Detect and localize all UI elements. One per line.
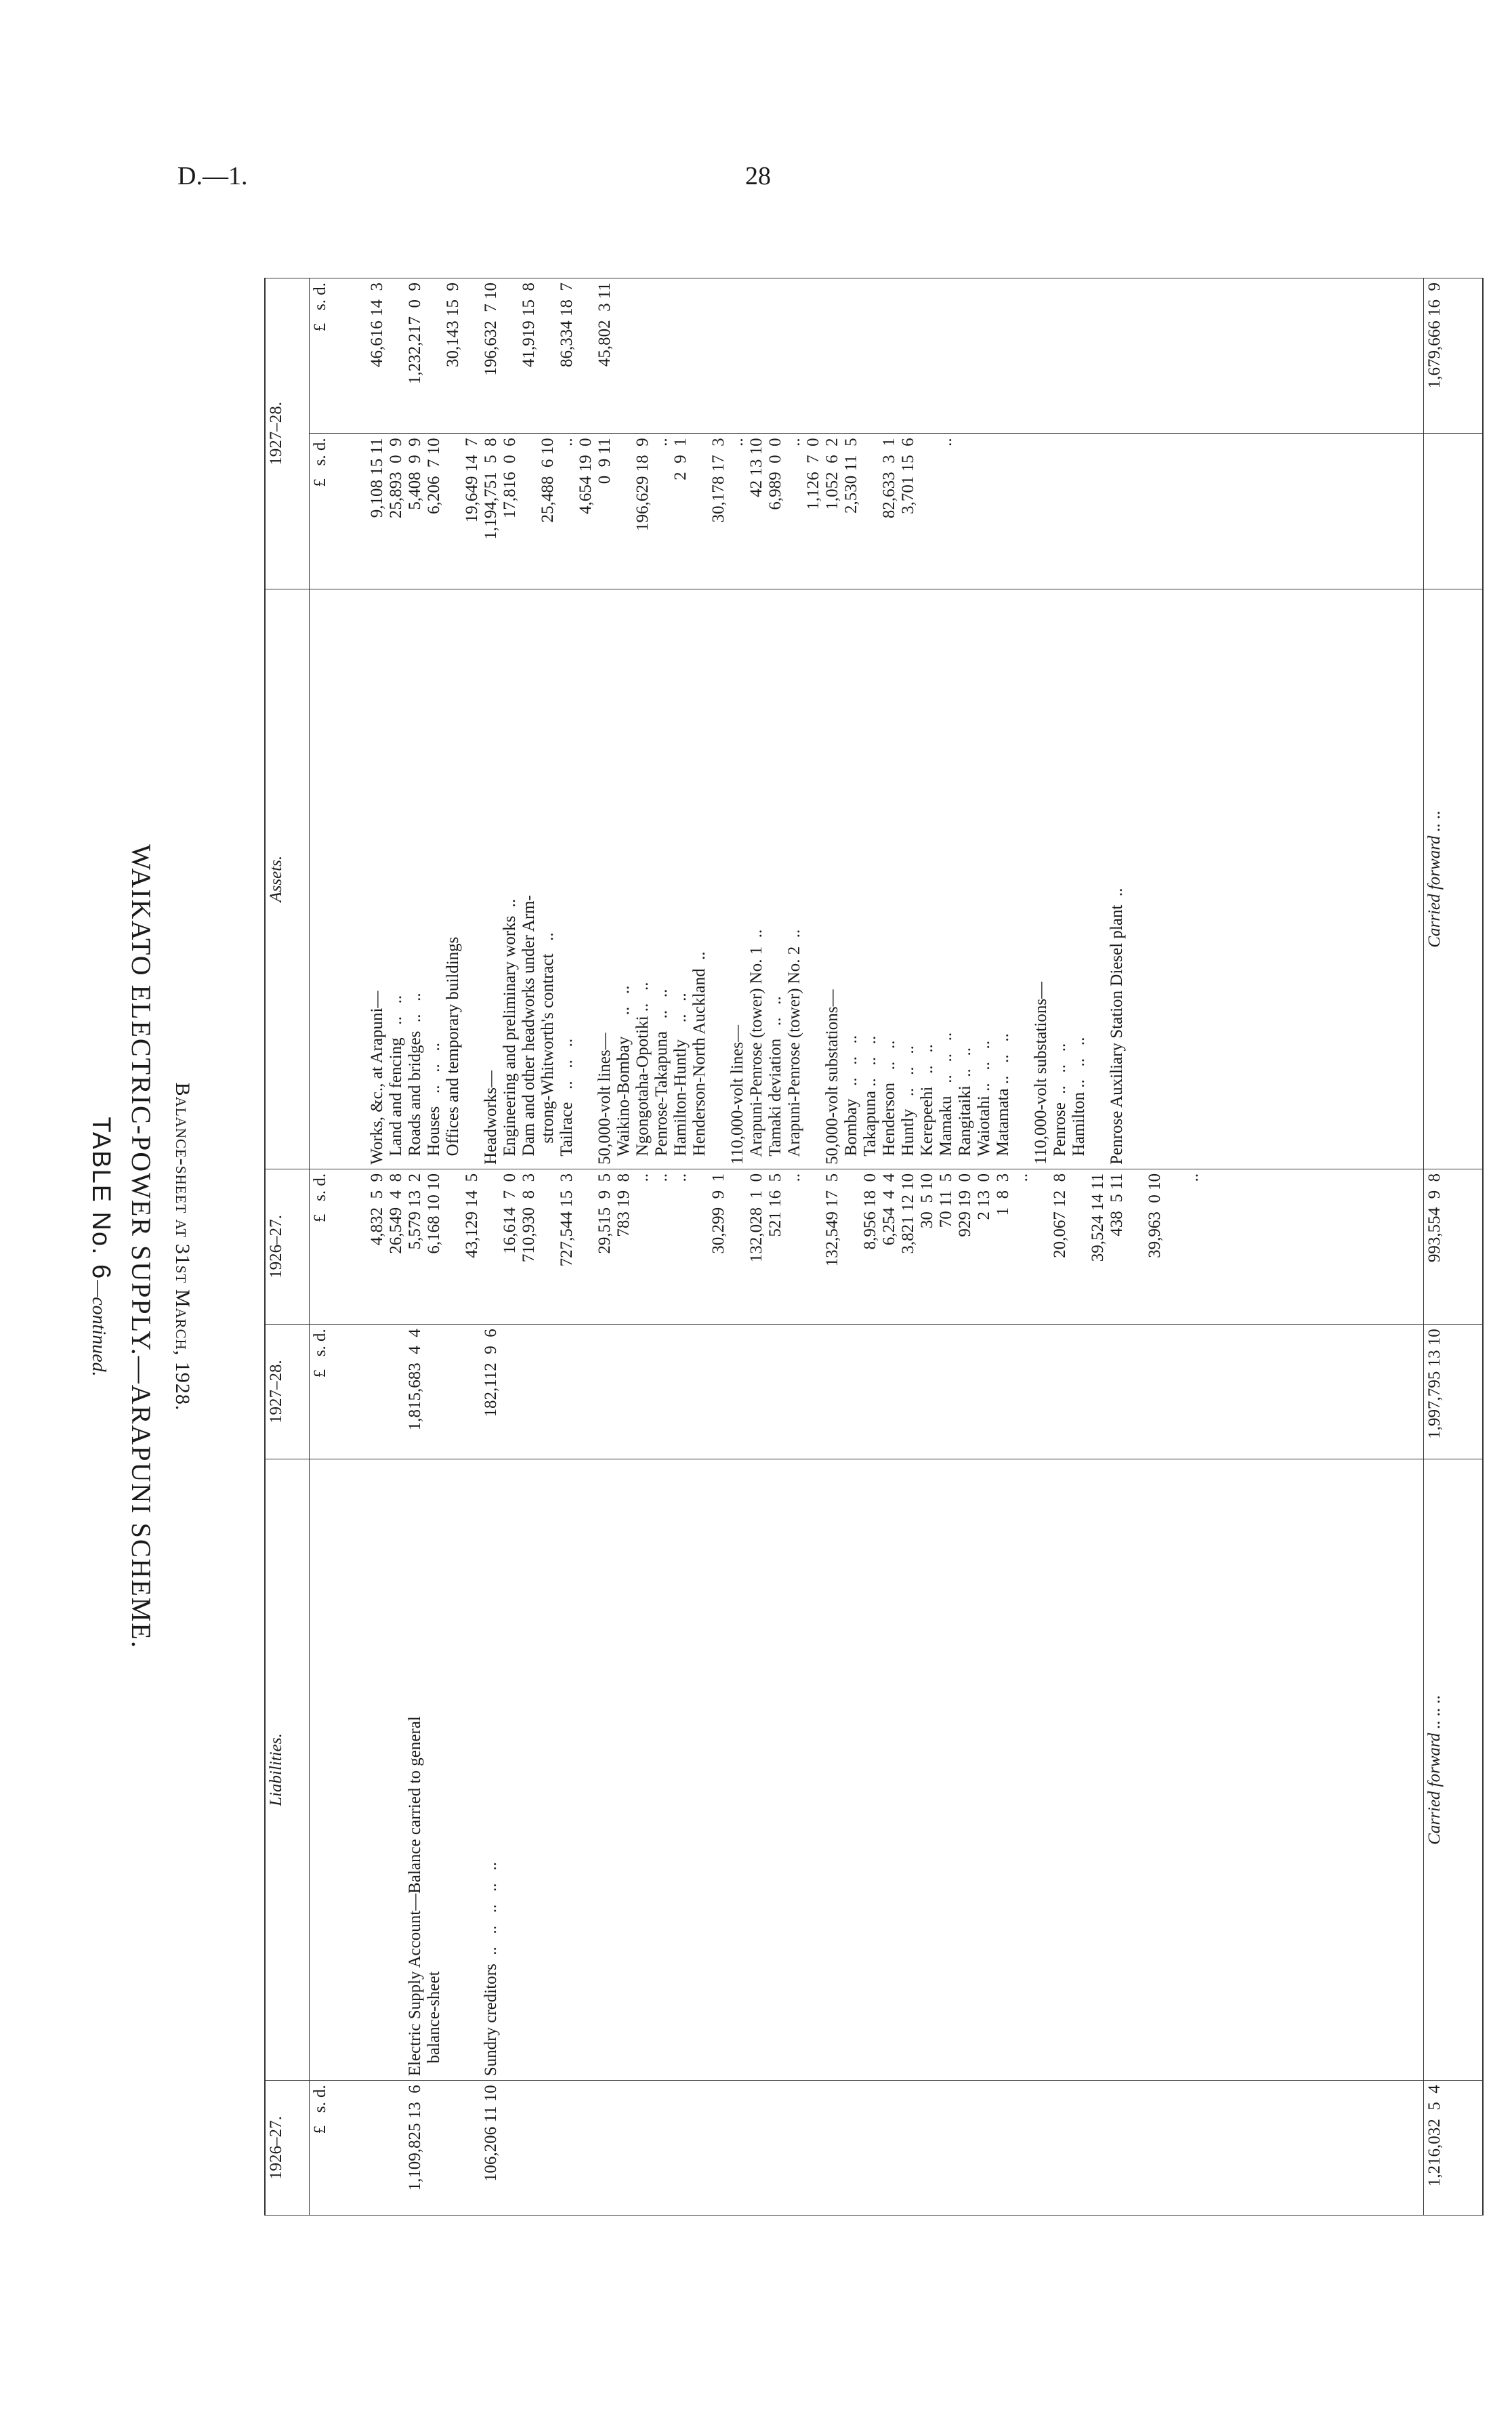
- asset-cur-detail-4: 30,178 17 3 .. 42 13 10 6,989 0 0 .. 1,126 7 0 1,052 6 2 2,530 11 5: [709, 438, 861, 523]
- asset-desc-0: Works, &c., at Arapuni— Land and fencing .. .. Roads and bridges .. .. Houses .. .. .. Offices and temporary buildings: [368, 936, 463, 1165]
- carried-forward-row: [1423, 278, 1483, 2216]
- liab-cur-1: 182,112 9 6: [482, 1329, 501, 1417]
- asset-desc-1: Headworks— Engineering and preliminary works .. Dam and other headworks under Arm- strong-Whitworth's contract .. Tailrace .. .. ..: [482, 895, 576, 1165]
- asset-cur-total-5: 86,334 18 7: [558, 283, 576, 367]
- unit-cell: £ s. d.: [310, 2081, 367, 2216]
- unit-row: [310, 278, 367, 2216]
- blank-cell: [310, 1459, 367, 2080]
- liab-prev-header: 1926–27.: [265, 2081, 310, 2216]
- asset-cur-detail-1: 19,649 14 7 1,194,751 5 8 17,816 0 6: [463, 438, 520, 540]
- table-title: [86, 217, 115, 2276]
- balance-sheet-subtitle: Balance-sheet at 31st March, 1928.: [171, 1082, 194, 1411]
- asset-prev-header: 1926–27.: [265, 1169, 310, 1324]
- page-header: [0, 0, 1512, 210]
- liab-carried-forward: Carried forward .. .. ..: [1423, 1459, 1483, 2080]
- asset-prev-2: 16,614 7 0 710,930 8 3: [501, 1173, 539, 1263]
- asset-prev-10: 39,524 14 11 438 5 11: [1089, 1173, 1127, 1262]
- asset-cur-total-6: 45,802 3 11: [595, 283, 614, 367]
- asset-desc-5: 110,000-volt substations— Penrose .. .. .. Hamilton .. .. ..: [1032, 981, 1089, 1165]
- liab-desc-1: Sundry creditors .. .. .. .. ..: [482, 1862, 501, 2077]
- asset-prev-11: 39,963 0 10: [1146, 1173, 1164, 1258]
- asset-cur-total-4: 41,919 15 8: [520, 283, 539, 367]
- titles: [88, 217, 217, 2276]
- assets-header: Assets.: [265, 589, 310, 1169]
- asset-cur-header: 1927–28.: [265, 278, 310, 589]
- unit-cell: £ s. d.: [310, 434, 367, 589]
- liab-desc-0: Electric Supply Account—Balance carried to general balance-sheet: [406, 1716, 444, 2077]
- liab-cur-header: 1927–28.: [265, 1325, 310, 1459]
- liab-prev-0: 1,109,825 13 6: [406, 2085, 425, 2191]
- liabilities-header: Liabilities.: [265, 1459, 310, 2080]
- body-row: [366, 278, 1423, 2216]
- asset-total-cur: 1,679,666 16 9: [1423, 278, 1483, 434]
- asset-cur-total-column: [366, 278, 1423, 434]
- asset-cur-detail-5: 82,633 3 1 3,701 15 6: [880, 438, 918, 519]
- asset-carried-forward: Carried forward .. ..: [1423, 589, 1483, 1169]
- scheme-title: WAIKATO ELECTRIC-POWER SUPPLY.—ARAPUNI SCHEME.: [126, 844, 156, 1649]
- asset-desc-column: [366, 589, 1423, 1169]
- asset-desc-4: 50,000-volt substations— Bombay .. .. .. Takapuna .. .. .. Henderson .. .. Huntly .. .. .. Kerepeehi .. .. Mamaku .. .. .. Rangitaiki .. .. Waiotahi .. .. .. Matamata .. .. ..: [823, 989, 1013, 1165]
- asset-prev-4: 29,515 9 5 783 19 8 .. .. ..: [595, 1173, 690, 1254]
- asset-cur-total-0: 46,616 14 3: [368, 283, 387, 367]
- liab-cur-0: 1,815,683 4 4: [406, 1329, 425, 1431]
- balance-sheet-table: [264, 278, 1484, 2216]
- asset-cur-total-3: 196,632 7 10: [482, 283, 501, 376]
- asset-prev-3: 727,544 15 3: [558, 1173, 576, 1267]
- asset-prev-1: 43,129 14 5: [463, 1173, 482, 1258]
- asset-cur-total-1: 1,232,217 0 9: [406, 283, 425, 384]
- asset-prev-6: 132,028 1 0 521 16 5 ..: [747, 1173, 804, 1263]
- asset-cur-detail-0: 9,108 15 11 25,893 0 9 5,408 9 9 6,206 7 10: [368, 438, 444, 519]
- unit-cell: £ s. d.: [310, 1325, 367, 1459]
- asset-desc-2: 50,000-volt lines— Waikino-Bombay .. .. Ngongotaha-Opotiki .. .. Penrose-Takapuna .. .. Hamilton-Huntly .. .. Henderson-North Auckland ..: [595, 951, 709, 1165]
- header-row: [265, 278, 310, 2216]
- asset-prev-0: 4,832 5 9 26,549 4 8 5,579 13 2 6,168 10 10: [368, 1173, 444, 1254]
- asset-cur-detail-2: 25,488 6 10 .. 4,654 19 0 0 9 11: [539, 438, 614, 523]
- liab-desc-column: [366, 1459, 1423, 2080]
- asset-prev-9: 20,067 12 8: [1051, 1173, 1070, 1258]
- blank-cell: [1423, 434, 1483, 589]
- liab-prev-column: [366, 2081, 1423, 2216]
- asset-desc-3: 110,000-volt lines— Arapuni-Penrose (tower) No. 1 .. Tamaki deviation .. .. Arapuni-Penrose (tower) No. 2 ..: [728, 929, 804, 1165]
- table-title-text: TABLE No. 6: [87, 1117, 115, 1281]
- rotated-balance-sheet: [88, 217, 1497, 2276]
- asset-prev-8: 8,956 18 0 6,254 4 4 3,821 12 10 30 5 10 70 11 5 929 19 0 2 13 0 1 8 3 ..: [861, 1173, 1032, 1254]
- page-reference: D.—1.: [177, 162, 248, 190]
- unit-cell: £ s. d.: [310, 1169, 367, 1324]
- unit-cell: £ s. d.: [310, 278, 367, 434]
- blank-cell: [310, 589, 367, 1169]
- page-number: 28: [745, 162, 771, 190]
- table-title-suffix: —continued.: [88, 1280, 109, 1377]
- liab-total-prev: 1,216,032 5 4: [1423, 2081, 1483, 2216]
- asset-cur-detail-3: 196,629 18 9 .. 2 9 1: [633, 438, 690, 531]
- asset-prev-7: 132,549 17 5: [823, 1173, 842, 1267]
- asset-prev-column: [366, 1169, 1423, 1324]
- asset-prev-5: 30,299 9 1: [709, 1173, 728, 1254]
- liab-prev-1: 106,206 11 10: [482, 2085, 501, 2182]
- asset-cur-detail-6: ..: [937, 438, 956, 446]
- liab-cur-column: [366, 1325, 1423, 1459]
- asset-prev-12: ..: [1183, 1173, 1202, 1182]
- asset-desc-6: Penrose Auxiliary Station Diesel plant ..: [1108, 888, 1127, 1165]
- asset-total-prev: 993,554 9 8: [1423, 1169, 1483, 1324]
- asset-cur-total-2: 30,143 15 9: [444, 283, 463, 367]
- asset-cur-detail-column: [366, 434, 1423, 589]
- liab-total-cur: 1,997,795 13 10: [1423, 1325, 1483, 1459]
